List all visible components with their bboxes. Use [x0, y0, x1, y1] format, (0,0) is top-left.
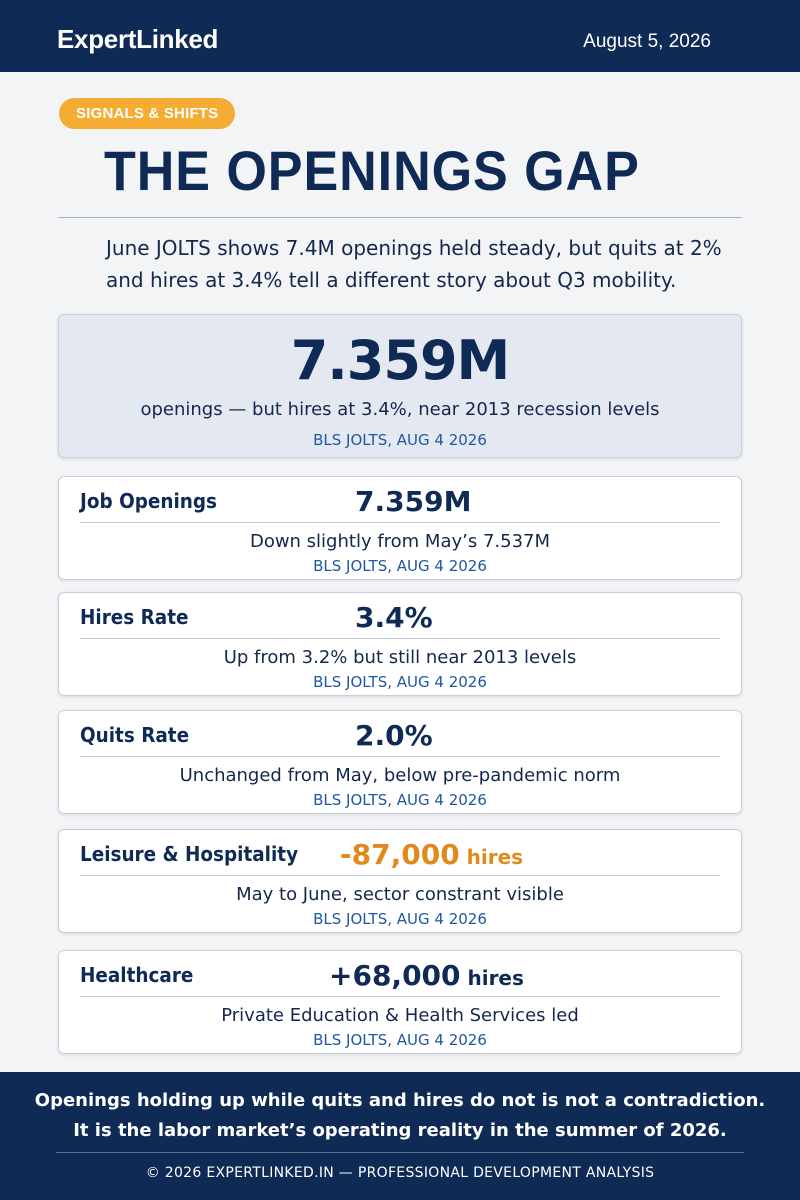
- footer-copyright: © 2026 EXPERTLINKED.IN — PROFESSIONAL DEVELOPMENT ANALYSIS: [145, 1165, 655, 1181]
- stat-card-value: -87,000 hires: [340, 838, 524, 871]
- top-bar: [0, 0, 800, 72]
- stat-card-hires-rate: [58, 592, 742, 696]
- publish-date: August 5, 2026: [583, 31, 711, 52]
- stat-card-label: Leisure & Hospitality: [80, 842, 299, 866]
- stat-card-value: 2.0%: [355, 719, 433, 752]
- page-title: THE OPENINGS GAP: [104, 139, 640, 202]
- stat-card-description: Down slightly from May’s 7.537M: [249, 531, 551, 552]
- hero-description: openings — but hires at 3.4%, near 2013 recession levels: [140, 399, 660, 420]
- stat-card-description: Private Education & Health Services led: [221, 1005, 579, 1026]
- stat-card-divider: [80, 996, 720, 997]
- stat-card-source: BLS JOLTS, AUG 4 2026: [313, 791, 487, 809]
- hero-source: BLS JOLTS, AUG 4 2026: [313, 431, 487, 449]
- stat-card-description: May to June, sector constrant visible: [236, 884, 564, 905]
- footer-conclusion-line-2: It is the labor market’s operating reality in the summer of 2026.: [73, 1120, 727, 1141]
- stat-card-source: BLS JOLTS, AUG 4 2026: [313, 910, 487, 928]
- stat-card-source: BLS JOLTS, AUG 4 2026: [313, 557, 487, 575]
- stat-card-divider: [80, 875, 720, 876]
- stat-card-label: Hires Rate: [80, 605, 189, 629]
- stat-card-description: Unchanged from May, below pre-pandemic norm: [179, 765, 621, 786]
- stat-card-divider: [80, 638, 720, 639]
- stat-card-leisure-hospitality: [58, 829, 742, 933]
- stat-card-label: Job Openings: [80, 489, 217, 513]
- footer-divider: [56, 1152, 744, 1153]
- hero-value: 7.359M: [290, 329, 510, 392]
- stat-card-value: 3.4%: [355, 601, 433, 634]
- stat-card-value: 7.359M: [355, 485, 472, 518]
- stat-card-healthcare: [58, 950, 742, 1054]
- stat-card-value: +68,000 hires: [329, 959, 524, 992]
- stat-card-source: BLS JOLTS, AUG 4 2026: [313, 673, 487, 691]
- stat-card-quits-rate: [58, 710, 742, 814]
- stat-card-divider: [80, 756, 720, 757]
- hero-stat-card: [58, 314, 742, 458]
- stat-card-label: Healthcare: [80, 963, 194, 987]
- stat-card-divider: [80, 522, 720, 523]
- stat-card-label: Quits Rate: [80, 723, 190, 747]
- stat-card-description: Up from 3.2% but still near 2013 levels: [223, 647, 577, 668]
- lede-paragraph: June JOLTS shows 7.4M openings held steady, but quits at 2% and hires at 3.4% tell a different story about Q3 mobility.: [106, 236, 722, 292]
- stat-card-job-openings: [58, 476, 742, 580]
- brand-logo[interactable]: ExpertLinked: [57, 24, 219, 54]
- title-divider: [58, 217, 742, 218]
- category-badge: SIGNALS & SHIFTS: [59, 98, 235, 129]
- footer: [0, 1072, 800, 1200]
- footer-conclusion-line-1: Openings holding up while quits and hires do not is not a contradiction.: [34, 1090, 766, 1111]
- stat-card-source: BLS JOLTS, AUG 4 2026: [313, 1031, 487, 1049]
